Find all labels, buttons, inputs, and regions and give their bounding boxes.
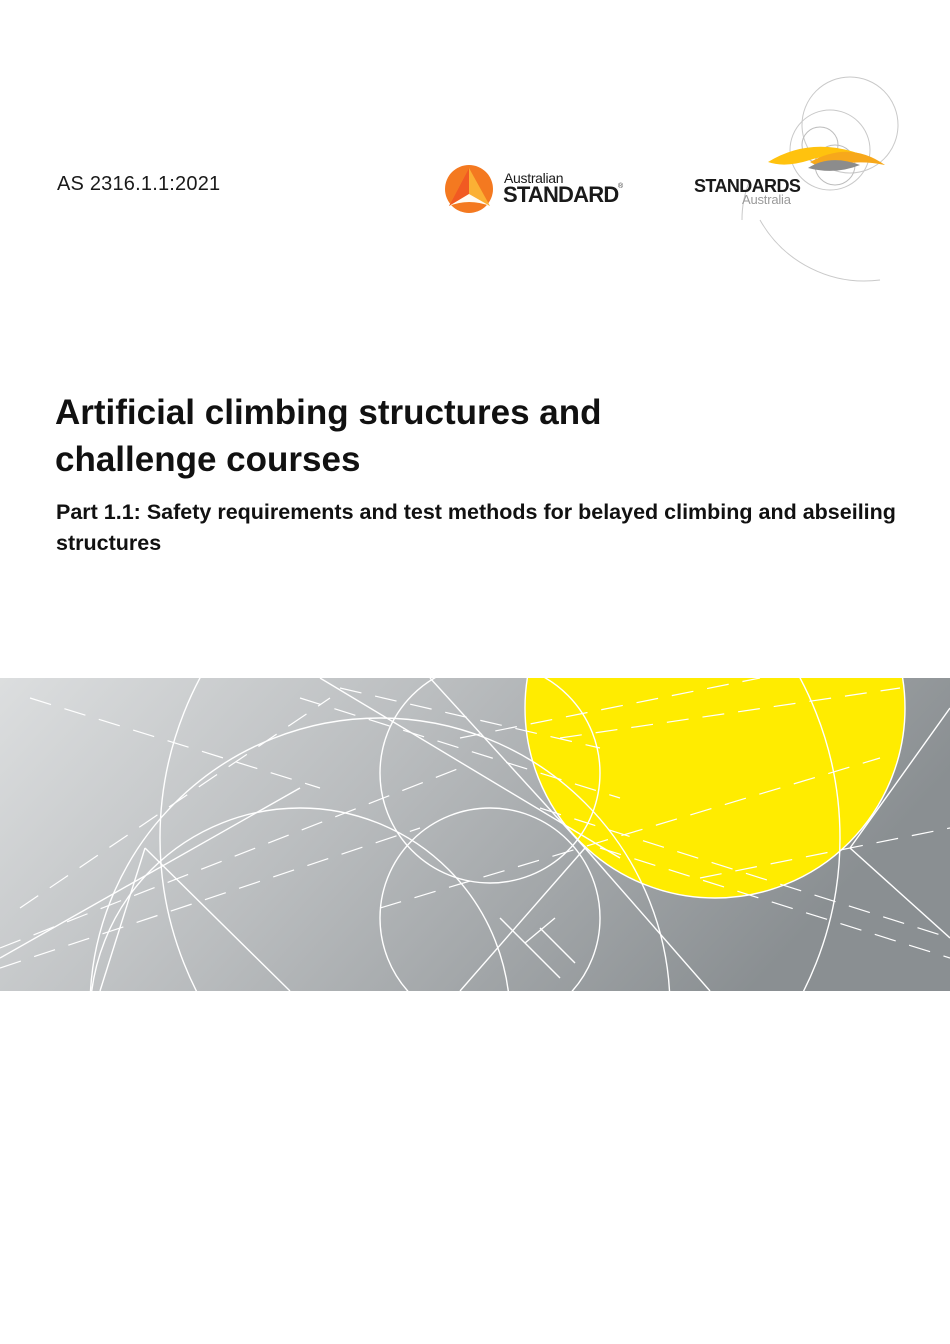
logo-text-standards: STANDARDS <box>694 176 801 196</box>
standards-australia-logo <box>690 70 910 290</box>
standard-number: AS 2316.1.1:2021 <box>57 173 221 195</box>
registered-mark: ® <box>618 183 624 190</box>
document-title: Artificial climbing structures and challenge courses <box>55 393 602 479</box>
logo-text-australia: Australia <box>742 192 791 207</box>
decorative-geometric-band <box>0 678 950 991</box>
document-subtitle: Part 1.1: Safety requirements and test methods for belayed climbing and abseiling structures <box>56 500 896 555</box>
australian-standard-logo <box>444 164 634 216</box>
logo-text-standard: STANDARD <box>503 182 619 207</box>
australian-standard-triangle-icon <box>444 164 496 216</box>
logo-text-australian: Australian <box>504 170 564 186</box>
